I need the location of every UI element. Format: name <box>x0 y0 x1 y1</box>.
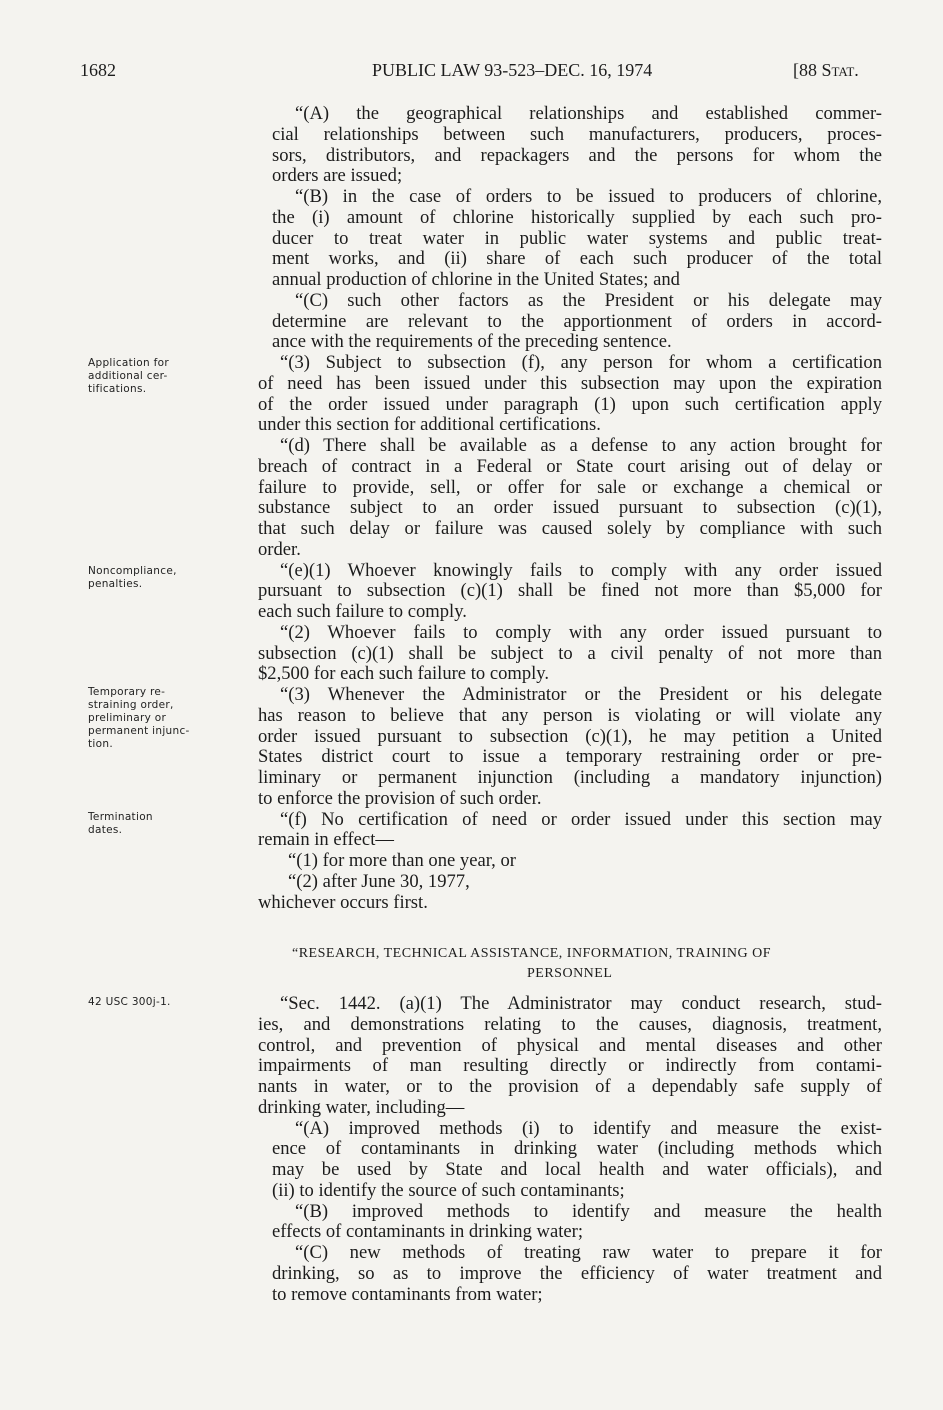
margin-note <box>88 565 177 591</box>
text-line: “(B) improved methods to identify and measure the health <box>295 1200 882 1222</box>
text-line: has reason to believe that any person is violating or will violate any <box>258 704 882 726</box>
text-line: cial relationships between such manufacturers, producers, proces- <box>272 123 882 145</box>
text-line: “(e)(1) Whoever knowingly fails to comply with any order issued <box>280 559 882 581</box>
margin-note-line: Temporary re- <box>88 686 166 698</box>
text-line: order issued pursuant to subsection (c)(1), he may petition a United <box>258 725 882 747</box>
text-line: “(C) such other factors as the President or his delegate may <box>295 289 882 311</box>
margin-note-line: 42 USC 300j-1. <box>88 996 171 1008</box>
text-line: “(C) new methods of treating raw water to prepare it for <box>295 1242 882 1263</box>
margin-note-line: Termination <box>88 811 153 823</box>
text-line: (ii) to identify the source of such contaminants; <box>272 1179 625 1201</box>
text-line: “(2) Whoever fails to comply with any order issued pursuant to <box>280 621 882 643</box>
text-line: ance with the requirements of the preceding sentence. <box>272 331 672 353</box>
section-heading-line2: PERSONNEL <box>527 966 613 981</box>
text-line: breach of contract in a Federal or State court arising out of delay or <box>258 455 882 477</box>
text-line: subsection (c)(1) shall be subject to a civil penalty of not more than <box>258 642 882 664</box>
running-title: PUBLIC LAW 93-523–DEC. 16, 1974 <box>372 60 653 80</box>
text-line: control, and prevention of physical and mental diseases and other <box>258 1034 882 1056</box>
text-line: “(3) Whenever the Administrator or the President or his delegate <box>280 684 882 705</box>
text-line: to enforce the provision of such order. <box>258 787 542 809</box>
margin-note-line: tion. <box>88 738 113 750</box>
text-line: orders are issued; <box>272 165 403 187</box>
text-line: ies, and demonstrations relating to the causes, diagnosis, treatment, <box>258 1013 882 1035</box>
text-line: ducer to treat water in public water systems and public treat- <box>272 227 882 249</box>
text-line: that such delay or failure was caused solely by compliance with such <box>258 518 882 539</box>
text-line: liminary or permanent injunction (including a mandatory injunction) <box>258 767 882 788</box>
text-line: determine are relevant to the apportionment of orders in accord- <box>272 310 882 332</box>
section-heading-line1: “RESEARCH, TECHNICAL ASSISTANCE, INFORMATION, TRAINING OF <box>292 946 772 961</box>
text-line: of the order issued under paragraph (1) upon such certification apply <box>258 393 882 415</box>
text-line: $2,500 for each such failure to comply. <box>258 663 550 685</box>
margin-note <box>88 686 190 751</box>
text-line: under this section for additional certifications. <box>258 414 601 436</box>
volume-reference: [88 Stat. <box>793 60 859 80</box>
margin-note-line: straining order, <box>88 699 174 711</box>
text-line: “(f) No certification of need or order issued under this section may <box>280 808 882 830</box>
text-line: “(1) for more than one year, or <box>288 850 516 871</box>
text-line: “(2) after June 30, 1977, <box>288 870 470 892</box>
page-number: 1682 <box>80 60 116 80</box>
text-line: sors, distributors, and repackagers and the persons for whom the <box>272 144 882 166</box>
text-line: impairments of man resulting directly or indirectly from contami- <box>258 1055 882 1077</box>
margin-note-line: penalties. <box>88 578 143 590</box>
text-line: ence of contaminants in drinking water (including methods which <box>272 1138 882 1160</box>
text-line: “(A) improved methods (i) to identify and measure the exist- <box>295 1117 882 1139</box>
text-line: to remove contaminants from water; <box>272 1283 543 1305</box>
text-line: “(d) There shall be available as a defense to any action brought for <box>280 435 882 456</box>
margin-note-line: tifications. <box>88 383 147 395</box>
text-line: may be used by State and local health and water officials), and <box>272 1159 882 1180</box>
text-line: whichever occurs first. <box>258 891 428 913</box>
text-line: effects of contaminants in drinking water; <box>272 1221 584 1243</box>
margin-note <box>88 357 169 396</box>
text-line: drinking water, including— <box>258 1096 465 1118</box>
text-line: States district court to issue a temporary restraining order or pre- <box>258 746 882 768</box>
text-line: “Sec. 1442. (a)(1) The Administrator may conduct research, stud- <box>280 993 882 1014</box>
text-line: “(B) in the case of orders to be issued to producers of chlorine, <box>295 186 882 207</box>
margin-note-line: preliminary or <box>88 712 167 724</box>
text-line: the (i) amount of chlorine historically supplied by each such pro- <box>272 206 882 228</box>
text-line: annual production of chlorine in the United States; and <box>272 269 680 290</box>
text-line: nants in water, or to the provision of a dependably safe supply of <box>258 1076 882 1097</box>
text-line: “(3) Subject to subsection (f), any person for whom a certification <box>280 352 882 373</box>
text-line: ment works, and (ii) share of each such producer of the total <box>272 248 882 270</box>
margin-note <box>88 811 153 837</box>
text-line: pursuant to subsection (c)(1) shall be fined not more than $5,000 for <box>258 580 882 602</box>
margin-note-line: permanent injunc- <box>88 725 190 737</box>
margin-note <box>88 996 171 1009</box>
text-line: of need has been issued under this subsection may upon the expiration <box>258 372 882 394</box>
text-line: failure to provide, sell, or offer for sale or exchange a chemical or <box>258 476 882 498</box>
text-line: each such failure to comply. <box>258 601 467 622</box>
text-line: remain in effect— <box>258 829 394 851</box>
text-line: drinking, so as to improve the efficiency of water treatment and <box>272 1262 882 1284</box>
text-line: order. <box>258 538 301 560</box>
margin-note-line: Application for <box>88 357 169 369</box>
margin-note-line: Noncompliance, <box>88 565 177 577</box>
margin-note-line: dates. <box>88 824 123 836</box>
text-line: “(A) the geographical relationships and established commer- <box>295 103 882 124</box>
text-line: substance subject to an order issued pursuant to subsection (c)(1), <box>258 497 882 519</box>
margin-note-line: additional cer- <box>88 370 168 382</box>
